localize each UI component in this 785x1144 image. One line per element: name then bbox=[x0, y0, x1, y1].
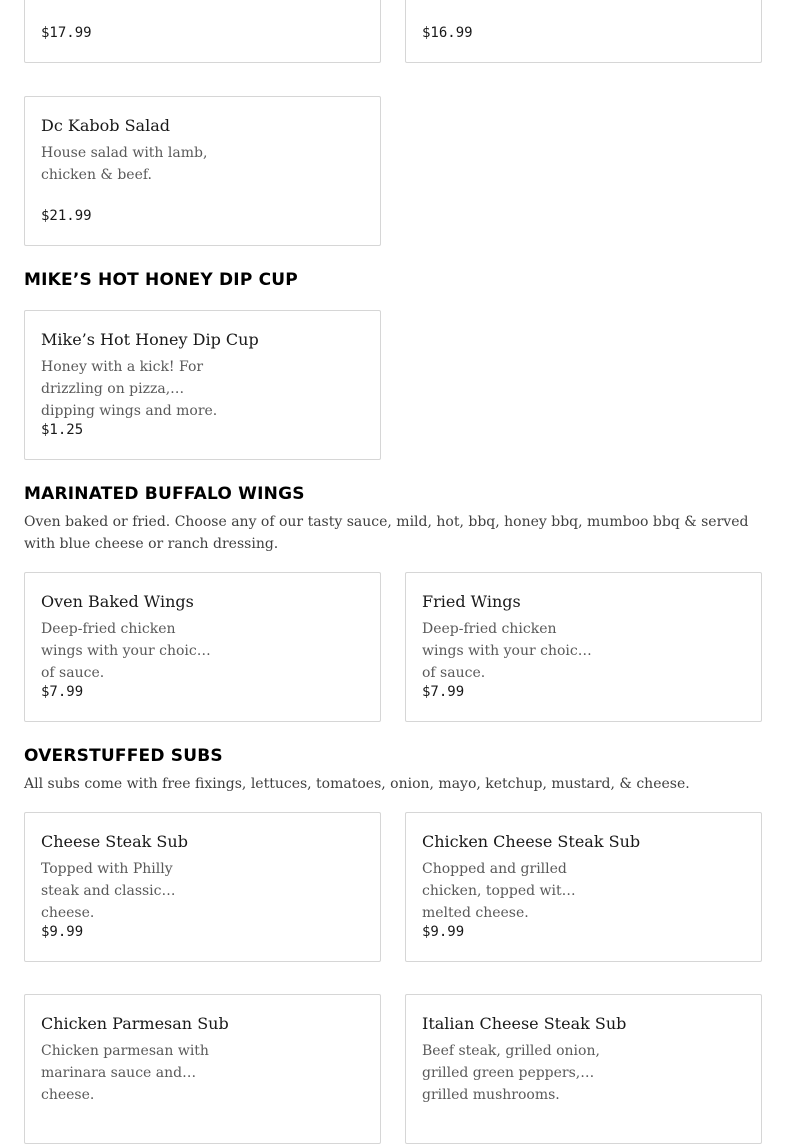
item-description: Honey with a kick! For drizzling on pizza, dipping wings and more. bbox=[41, 359, 218, 419]
item-price: $17.99 bbox=[41, 25, 92, 41]
menu-item-card[interactable] bbox=[24, 812, 381, 962]
menu-item-card[interactable] bbox=[24, 994, 381, 1144]
item-description: Topped with Philly steak and classic cheese. bbox=[41, 861, 173, 921]
item-name: Oven Baked Wings bbox=[41, 592, 194, 611]
item-description: Chicken parmesan with marinara sauce and cheese. bbox=[41, 1043, 209, 1103]
item-price: $21.99 bbox=[41, 208, 92, 224]
menu-item-card[interactable] bbox=[24, 310, 381, 460]
item-name: Mike’s Hot Honey Dip Cup bbox=[41, 330, 259, 349]
item-name: Dc Kabob Salad bbox=[41, 116, 170, 135]
item-description: Beef steak, grilled onion, grilled green peppers, grilled mushrooms. bbox=[422, 1043, 600, 1103]
menu-item-card[interactable] bbox=[24, 0, 381, 63]
section-title: MARINATED BUFFALO WINGS bbox=[24, 484, 305, 504]
section-title: MIKE’S HOT HONEY DIP CUP bbox=[24, 270, 298, 290]
item-name: Chicken Cheese Steak Sub bbox=[422, 832, 641, 851]
menu-item-card[interactable] bbox=[405, 994, 762, 1144]
item-price: $9.99 bbox=[41, 924, 84, 940]
item-price: $1.25 bbox=[41, 422, 84, 438]
item-price: $9.99 bbox=[422, 924, 465, 940]
menu-item-card[interactable] bbox=[405, 572, 762, 722]
item-description: House salad with lamb, chicken & beef. bbox=[41, 145, 208, 183]
item-name: Italian Cheese Steak Sub bbox=[422, 1014, 627, 1033]
menu-item-card[interactable] bbox=[24, 96, 381, 246]
section-description: All subs come with free fixings, lettuces, tomatoes, onion, mayo, ketchup, mustard, & cheese. bbox=[24, 776, 690, 792]
item-price: $16.99 bbox=[422, 25, 473, 41]
item-price: $7.99 bbox=[422, 684, 465, 700]
item-name: Fried Wings bbox=[422, 592, 521, 611]
item-description: Deep-fried chicken wings with your choice of sauce. bbox=[41, 621, 206, 681]
menu-item-card[interactable] bbox=[405, 812, 762, 962]
item-description: Chopped and grilled chicken, topped with melted cheese. bbox=[422, 861, 571, 921]
section-description: Oven baked or fried. Choose any of our tasty sauce, mild, hot, bbq, honey bbq, mumboo bbq & served with blue cheese or ranch dressing. bbox=[24, 514, 749, 552]
section-title: OVERSTUFFED SUBS bbox=[24, 746, 223, 766]
item-price: $7.99 bbox=[41, 684, 84, 700]
menu-item-card[interactable] bbox=[24, 572, 381, 722]
item-description: Deep-fried chicken wings with your choice of sauce. bbox=[422, 621, 587, 681]
item-name: Cheese Steak Sub bbox=[41, 832, 188, 851]
item-name: Chicken Parmesan Sub bbox=[41, 1014, 229, 1033]
menu-item-card[interactable] bbox=[405, 0, 762, 63]
